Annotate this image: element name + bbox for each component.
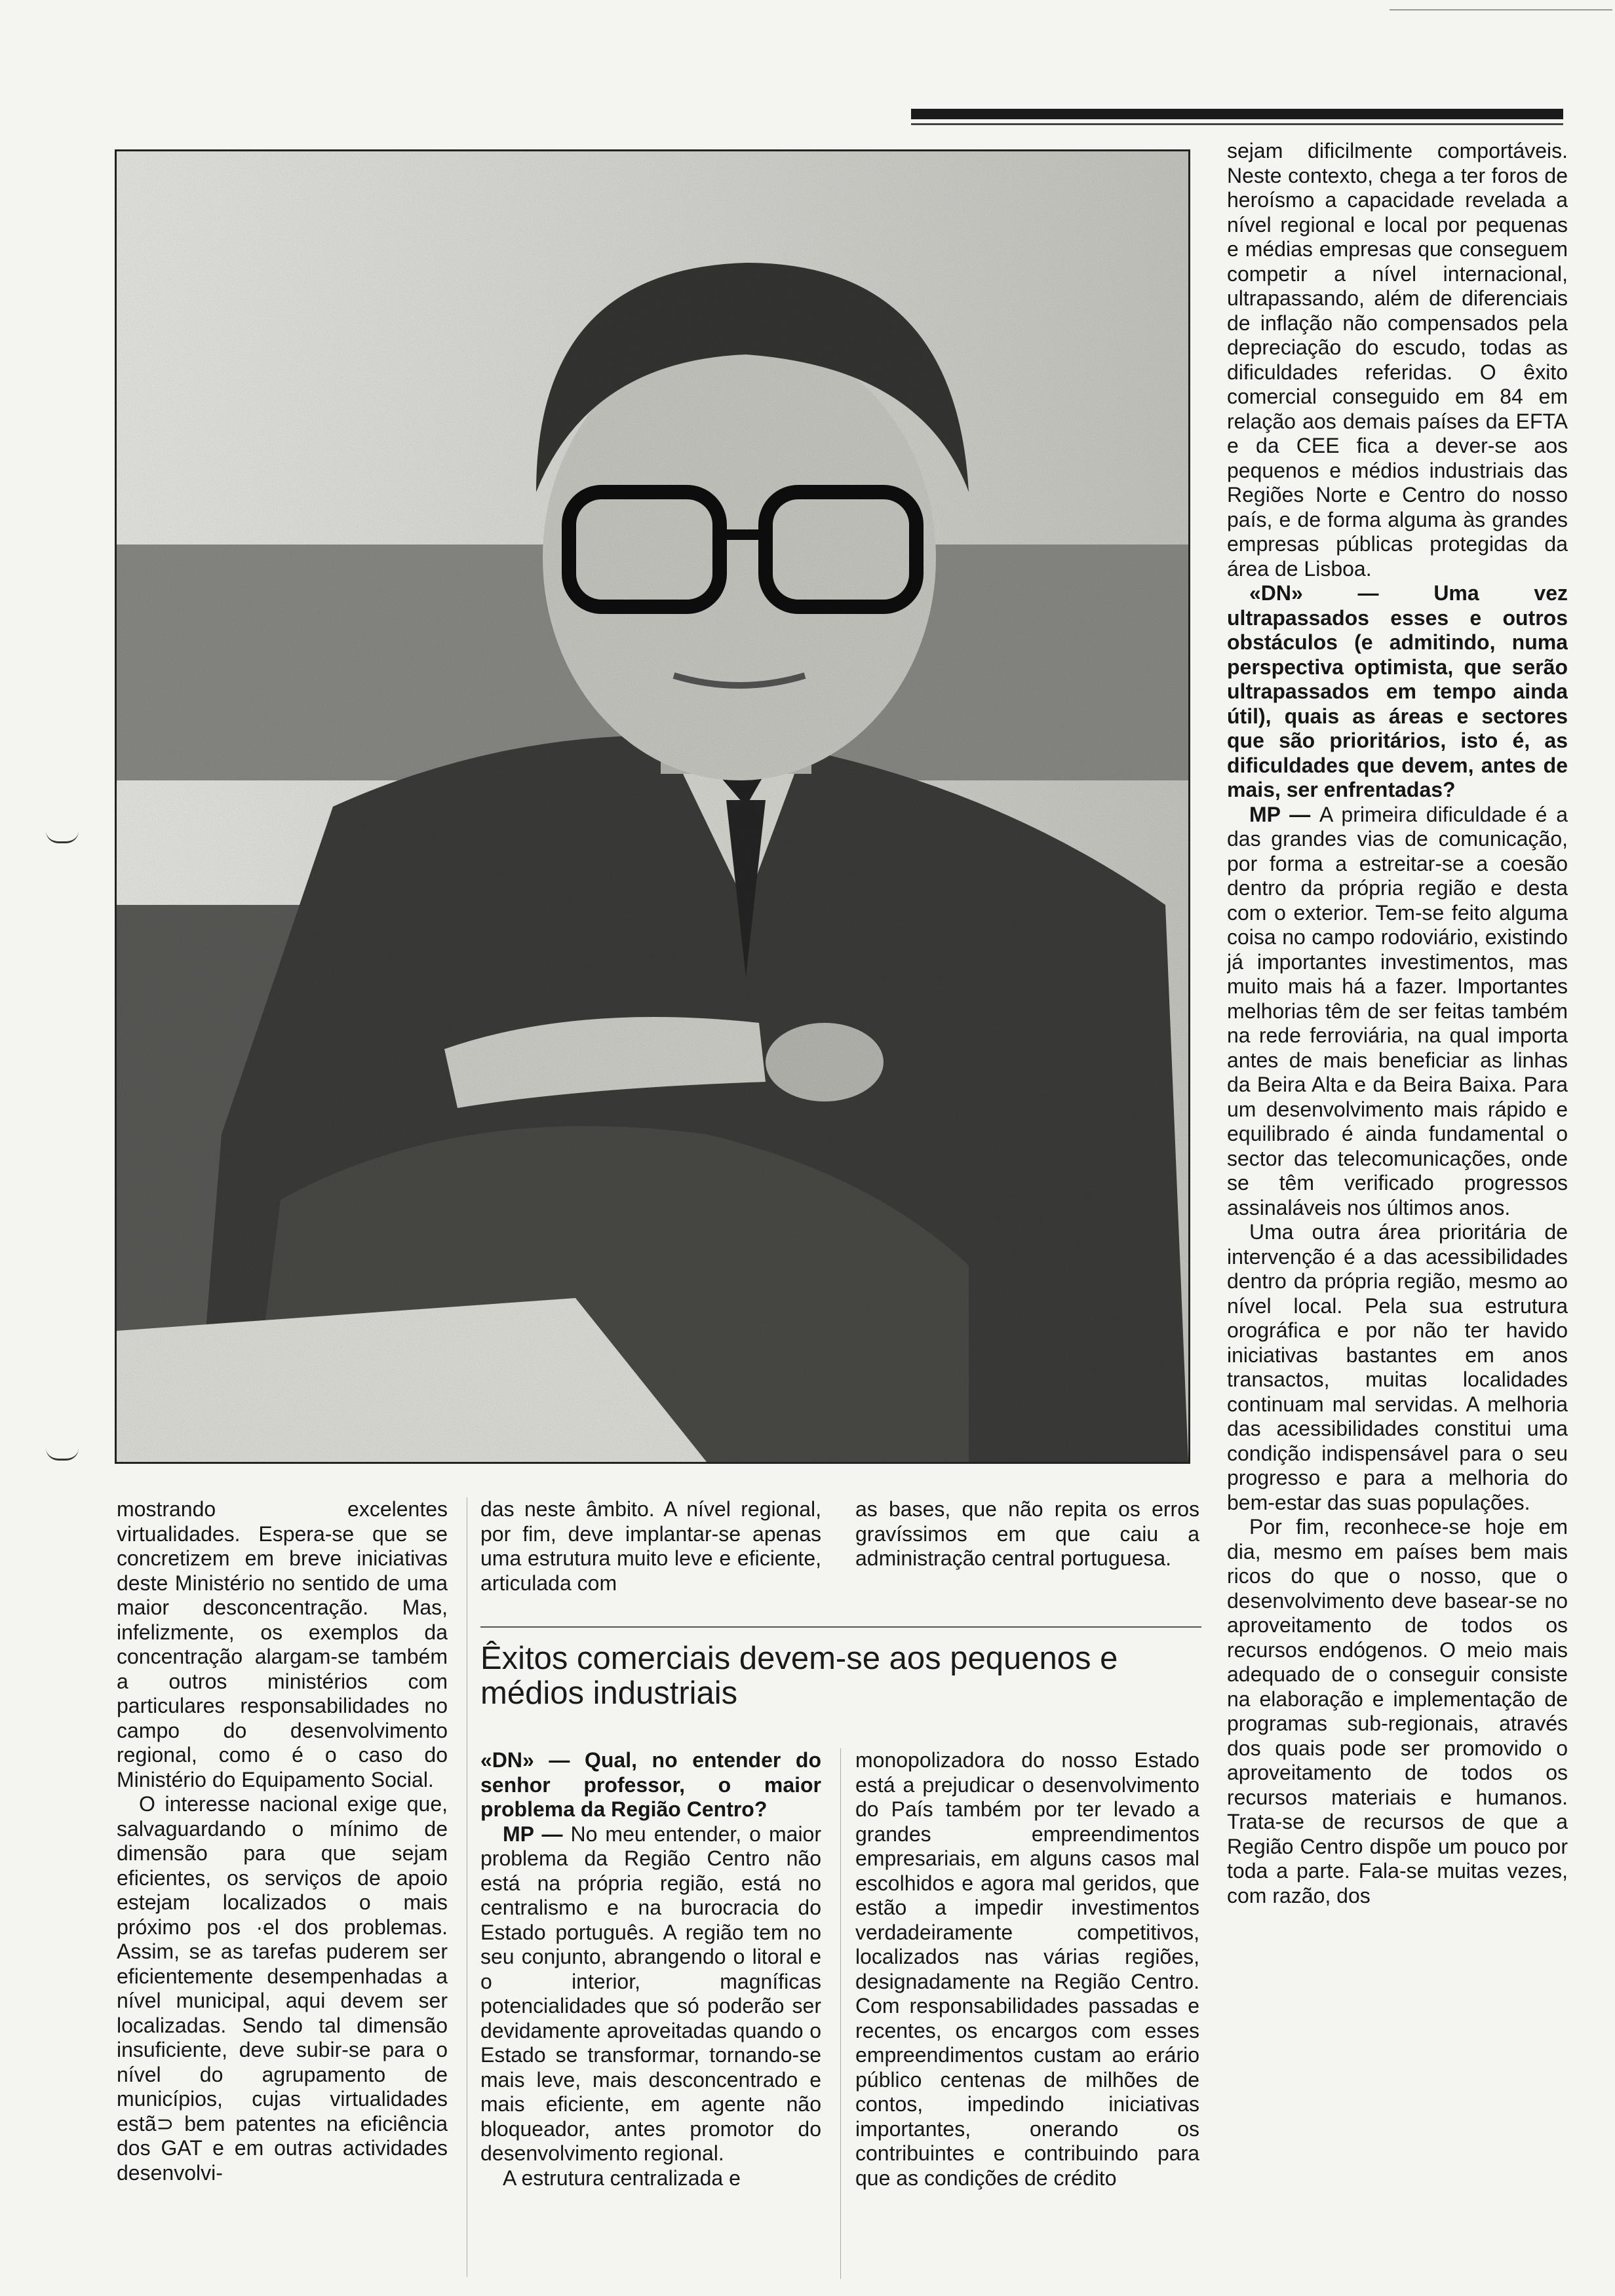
portrait-photo bbox=[115, 149, 1190, 1464]
paragraph: mostrando excelentes virtualidades. Espera-se que se concretizem em breve iniciativas deste Ministério no sentido de uma maior desconcentração. Mas, infelizmente, os exemplos da concentração alargam-se também a outros ministérios com particulares responsabilidades no campo do desenvolvimento regional, como é o caso do Ministério do Equipamento Social. bbox=[117, 1497, 448, 1791]
paragraph: A estrutura centralizada e bbox=[503, 2166, 741, 2190]
headline-rule bbox=[480, 1626, 1201, 1628]
article-column-2 bbox=[480, 1748, 821, 2279]
paragraph: das neste âmbito. A nível regional, por fim, deve implantar-se apenas uma estrutura muito leve e eficiente, articulada com bbox=[480, 1497, 821, 1595]
binding-mark bbox=[46, 831, 79, 843]
article-column-2-top bbox=[480, 1497, 821, 1602]
answer-label: MP — bbox=[1249, 802, 1320, 826]
paragraph: monopolizadora do nosso Estado está a prejudicar o desenvolvimento do País também por ter levado a grandes empreendimentos empresariais, em alguns casos mal escolhidos e agora mal geridos, que estão a impedir investimentos verdadeiramente competitivos, localizados nas várias regiões, designadamente na Região Centro. Com responsabilidades passadas e recentes, os encargos com esses empreendimentos custam ao erário público centenas de milhões de contos, impedindo iniciativas importantes, onerando os contribuintes e contribuindo para que as condições de crédito bbox=[855, 1748, 1199, 2190]
paragraph: Uma outra área prioritária de intervenção é a das acessibilidades dentro da própria região, mesmo ao nível local. Pela sua estrutura orográfica e por não ter havido iniciativas bastantes em anos transactos, muitas localidades continuam mal servidas. A melhoria das acessibilidades constitui uma condição indispensável para o seu progresso e para a melhoria do bem-estar das suas populações. bbox=[1227, 1220, 1568, 1514]
top-rule-thin bbox=[911, 123, 1563, 125]
article-column-1 bbox=[117, 1497, 448, 2277]
portrait-illustration bbox=[117, 151, 1188, 1462]
article-column-4 bbox=[1227, 139, 1568, 2282]
answer bbox=[1227, 803, 1568, 1221]
article-column-3-top bbox=[855, 1497, 1199, 1602]
article-column-3 bbox=[855, 1748, 1199, 2279]
question-text: Uma vez ultrapassados esses e outros obstáculos (e admitindo, numa perspectiva optimista, que serão ultrapassados em tempo ainda útil), quais as áreas e sectores que são prioritários, isto é, as dificuldades que devem, antes de mais, ser enfrentadas? bbox=[1227, 581, 1568, 801]
article-headline: Êxitos comerciais devem-se aos pequenos e médios industriais bbox=[480, 1641, 1118, 1711]
column-divider bbox=[840, 1748, 841, 2279]
question bbox=[1227, 581, 1568, 803]
top-rule-thick bbox=[911, 109, 1563, 119]
answer bbox=[480, 1822, 821, 2166]
question-label: «DN» — bbox=[1249, 581, 1434, 605]
corner-rule bbox=[1390, 9, 1612, 10]
paragraph: as bases, que não repita os erros gravíssimos em que caiu a administração central portuguesa. bbox=[855, 1497, 1199, 1570]
answer-label: MP — bbox=[503, 1822, 571, 1846]
paragraph: O interesse nacional exige que, salvaguardando o mínimo de dimensão para que sejam eficientes, os serviços de apoio estejam localizados o mais próximo pos ·el dos problemas. Assim, se as tarefas puderem ser eficientemente desempenhadas a nível municipal, aqui devem ser localizadas. Sendo tal dimensão insuficiente, deve subir-se para o nível do agrupamento de municípios, cujas virtualidades estã⊃ bem patentes na eficiência dos GAT e em outras actividades desenvolvi- bbox=[117, 1792, 448, 2185]
paragraph: sejam dificilmente comportáveis. Neste contexto, chega a ter foros de heroísmo a capacidade revelada a nível regional e local por pequenas e médias empresas que conseguem competir a nível internacional, ultrapassando, além de diferenciais de inflação não compensados pela depreciação do escudo, todas as dificuldades referidas. O êxito comercial conseguido em 84 em relação aos demais países da EFTA e da CEE fica a dever-se aos pequenos e médios industriais das Regiões Norte e Centro do nosso país, e de forma alguma às grandes empresas públicas protegidas da área de Lisboa. bbox=[1227, 139, 1568, 581]
answer-text: A primeira dificuldade é a das grandes vias de comunicação, por forma a estreitar-se a coesão dentro da própria região e desta com o exterior. Tem-se feito alguma coisa no campo rodoviário, existindo já importantes investimentos, mas muito mais há a fazer. Importantes melhorias têm de ser feitas também na rede ferroviária, na qual importa antes de mais beneficiar as linhas da Beira Alta e da Beira Baixa. Para um desenvolvimento mais rápido e equilibrado é ainda fundamental o sector das telecomunicações, onde se têm verificado progressos assinaláveis nos últimos anos. bbox=[1227, 802, 1568, 1219]
binding-mark bbox=[46, 1448, 79, 1461]
question bbox=[480, 1748, 821, 1822]
paragraph: Por fim, reconhece-se hoje em dia, mesmo em países bem mais ricos do que o nosso, que o desenvolvimento deve basear-se no aproveitamento de todos os recursos endógenos. O meio mais adequado de o conseguir consiste na elaboração e implementação de programas sub-regionais, através dos quais pode ser promovido o aproveitamento de todos os recursos materiais e humanos. Trata-se de recursos de que a Região Centro dispõe um pouco por toda a parte. Fala-se muitas vezes, com razão, dos bbox=[1227, 1515, 1568, 1907]
question-text: Qual, no entender do senhor professor, o maior problema da Região Centro? bbox=[480, 1748, 821, 1821]
question-label: «DN» — bbox=[480, 1748, 585, 1772]
answer-text: No meu entender, o maior problema da Região Centro não está na própria região, está no centralismo e na burocracia do Estado português. A região tem no seu conjunto, abrangendo o litoral e o interior, magníficas potencialidades que só poderão ser devidamente aproveitadas quando o Estado se transformar, tornando-se mais leve, mais desconcentrado e mais eficiente, em agente não bloqueador, antes promotor do desenvolvimento regional. bbox=[480, 1822, 821, 2165]
